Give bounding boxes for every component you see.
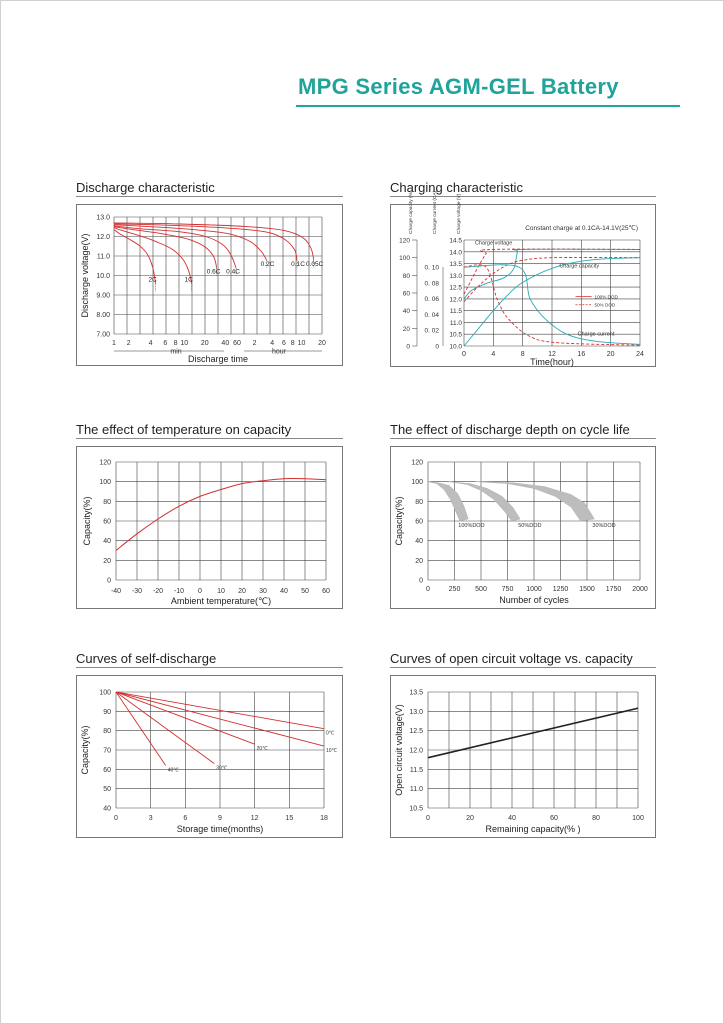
voltage-tick-label: 10.5 (449, 331, 462, 339)
cycle-label-100%DOD: 100%DOD (458, 522, 485, 529)
x-tick-label: 750 (501, 586, 514, 593)
x-tick-label: 60 (322, 588, 330, 595)
self-discharge-label: 0℃ (326, 730, 335, 737)
cycle-label-50%DOD: 50%DOD (518, 522, 542, 529)
voltage-tick-label: 11.0 (449, 319, 462, 327)
y-tick-label: 13.0 (409, 708, 423, 716)
x-tick-label: 250 (448, 586, 461, 593)
y-tick-label: 60 (415, 518, 423, 526)
y-tick-label: 11.0 (96, 253, 110, 261)
x-tick-label: 8 (173, 340, 178, 347)
x-tick-label: 100 (632, 815, 644, 822)
voltage-tick-label: 12.0 (449, 296, 462, 304)
x-tick-label: 60 (550, 815, 558, 822)
x-tick-label: 20 (238, 588, 246, 595)
x-tick-label: 0 (462, 351, 466, 358)
cycle-label-30%DOD: 30%DOD (592, 522, 616, 529)
y-tick-label: 11.5 (409, 766, 423, 774)
capacity-tick-label: 120 (399, 237, 410, 245)
x-tick-label: 40 (280, 588, 288, 595)
x-tick-label: -40 (110, 588, 122, 595)
cycle-life-title: The effect of discharge depth on cycle life (390, 422, 630, 437)
discharge-chart (76, 204, 343, 366)
y-tick-label: 12.0 (96, 234, 110, 241)
self-discharge-label: 20℃ (256, 746, 268, 753)
curve-label-2C: 2C (148, 276, 157, 284)
y-tick-label: 20 (415, 557, 423, 565)
charging-chart (390, 190, 656, 367)
x-tick-label: 16 (577, 351, 586, 358)
x-tick-label: 20 (318, 340, 326, 347)
x-tick-label: 4 (491, 351, 496, 358)
voltage-tick-label: 13.5 (449, 261, 462, 269)
current-tick-label: 0. 06 (424, 296, 439, 304)
voltage-tick-label: 13.0 (449, 272, 462, 280)
title-rule (296, 105, 680, 107)
x-tick-label: 8 (520, 351, 525, 358)
y-tick-label: 50 (103, 786, 111, 794)
min-label: min (170, 348, 182, 356)
y-tick-label: 10.0 (96, 273, 110, 280)
current-tick-label: 0. 02 (424, 327, 439, 335)
y-tick-label: 12.0 (409, 747, 423, 755)
current-tick-label: 0. 08 (424, 280, 439, 288)
x-tick-label: -20 (152, 588, 164, 595)
y-axis-title: Open circuit voltage(V) (394, 704, 404, 796)
y-tick-label: 10.5 (409, 805, 423, 813)
x-tick-label: 8 (290, 340, 295, 347)
y-tick-label: 40 (103, 538, 111, 546)
y-tick-label: 100 (99, 479, 111, 487)
x-tick-label: -30 (131, 588, 143, 595)
x-axis-title: Storage time(months) (176, 824, 264, 834)
cycle-life-rule (390, 438, 656, 439)
voltage-tick-label: 14.5 (449, 237, 462, 245)
y-tick-label: 40 (103, 805, 111, 813)
y-tick-label: 7.00 (96, 331, 110, 339)
axis-header: Charge voltage (V) (457, 193, 462, 234)
x-tick-label: 10 (297, 340, 306, 347)
x-tick-label: 0 (426, 815, 430, 822)
curve-label-0.1C: 0.1C (291, 260, 305, 268)
x-tick-label: 9 (218, 815, 222, 822)
temperature-chart (76, 446, 343, 609)
curve-label-1C: 1C (184, 276, 193, 284)
y-tick-label: 70 (103, 747, 111, 755)
self-discharge-rule (76, 667, 343, 668)
ocv-chart (390, 675, 656, 838)
y-tick-label: 0 (419, 577, 423, 585)
y-tick-label: 0 (107, 577, 111, 585)
x-tick-label: 20 (200, 340, 209, 347)
ocv-rule (390, 667, 656, 668)
x-tick-label: 24 (636, 351, 644, 358)
x-tick-label: 500 (475, 586, 487, 593)
x-tick-label: 40 (508, 815, 516, 822)
x-axis-title: Remaining capacity(% ) (485, 824, 581, 834)
curve-label-0.4C: 0.4C (226, 268, 240, 276)
y-tick-label: 80 (415, 498, 423, 506)
y-axis-title: Capacity(%) (82, 496, 92, 546)
y-tick-label: 120 (411, 459, 423, 467)
hour-label: hour (271, 348, 287, 356)
y-tick-label: 11.0 (409, 786, 423, 794)
x-tick-label: 1750 (605, 586, 622, 593)
x-tick-label: 6 (183, 815, 188, 822)
x-tick-label: 3 (148, 815, 153, 822)
discharge-rule (76, 196, 343, 197)
self-discharge-label: 30℃ (216, 765, 228, 772)
label-charge-voltage: Charge voltage (475, 240, 513, 247)
x-tick-label: 1000 (526, 586, 542, 593)
x-tick-label: 4 (148, 340, 153, 347)
current-tick-label: 0. 10 (424, 264, 439, 272)
self-discharge-label: 40℃ (167, 767, 179, 774)
capacity-tick-label: 20 (402, 325, 410, 333)
current-tick-label: 0. 04 (424, 311, 439, 319)
y-tick-label: 60 (103, 766, 111, 774)
y-tick-label: 13.5 (409, 689, 423, 697)
x-tick-label: 4 (270, 340, 275, 347)
y-tick-label: 100 (99, 689, 111, 697)
voltage-tick-label: 12.5 (449, 284, 462, 292)
voltage-tick-label: 11.5 (449, 308, 462, 316)
cycle-life-chart (390, 446, 656, 609)
x-tick-label: 1250 (552, 586, 569, 593)
label-charge-capacity: Charge capacity (559, 263, 600, 270)
chart-frame (77, 447, 343, 609)
y-tick-label: 60 (103, 518, 111, 526)
self-discharge-chart (76, 675, 343, 838)
x-tick-label: 18 (320, 815, 328, 822)
y-tick-label: 20 (103, 557, 111, 565)
voltage-tick-label: 10.0 (449, 343, 462, 351)
y-tick-label: 8.00 (96, 312, 110, 319)
x-axis-title: Number of cycles (499, 595, 569, 605)
temperature-rule (76, 438, 343, 439)
x-tick-label: 10 (217, 588, 225, 595)
x-tick-label: 20 (466, 815, 474, 822)
y-tick-label: 40 (415, 538, 423, 546)
x-tick-label: 1 (112, 340, 116, 347)
x-tick-label: 12 (250, 815, 259, 822)
x-tick-label: 80 (592, 815, 600, 822)
x-tick-label: 30 (259, 588, 267, 595)
legend-label-50: 50% DOD (594, 302, 616, 308)
y-axis-title: Discharge voltage(V) (80, 233, 90, 318)
capacity-tick-label: 0 (406, 343, 410, 351)
x-tick-label: 0 (198, 588, 202, 595)
x-tick-label: 15 (285, 815, 294, 822)
charging-rule (390, 196, 656, 197)
discharge-curve-0.05C (114, 223, 314, 260)
x-tick-label: 6 (163, 340, 168, 347)
x-tick-label: 1500 (579, 586, 595, 593)
x-tick-label: 50 (301, 588, 309, 595)
y-tick-label: 80 (103, 498, 111, 506)
x-tick-label: -10 (173, 588, 185, 595)
x-axis-title: Time(hour) (530, 357, 574, 367)
x-tick-label: 0 (426, 586, 430, 593)
charging-title: Charging characteristic (390, 180, 523, 195)
capacity-tick-label: 100 (399, 255, 410, 263)
x-tick-label: 10 (180, 340, 189, 347)
x-axis-title: Ambient temperature(℃) (170, 596, 272, 606)
y-tick-label: 13.0 (96, 214, 110, 222)
y-tick-label: 12.5 (409, 728, 423, 736)
voltage-tick-label: 14.0 (449, 249, 462, 257)
x-tick-label: 6 (281, 340, 286, 347)
x-tick-label: 20 (606, 351, 615, 358)
y-tick-label: 80 (103, 728, 111, 736)
x-tick-label: 0 (114, 815, 118, 822)
y-tick-label: 9.00 (96, 292, 110, 300)
charge-annotation: Constant charge at 0.1CA-14.1V(25℃) (525, 225, 638, 232)
temperature-title: The effect of temperature on capacity (76, 422, 292, 437)
curve-label-0.2C: 0.2C (260, 260, 275, 268)
axis-header: Charge capacity (%) (409, 190, 414, 234)
y-axis-title: Capacity(%) (80, 725, 90, 775)
x-tick-label: 12 (548, 351, 556, 358)
x-tick-label: 60 (233, 340, 241, 347)
curve-label-0.05C: 0.05C (306, 260, 324, 268)
chart-frame (77, 676, 343, 838)
curve-label-0.6C: 0.6C (206, 268, 221, 276)
self-discharge-title: Curves of self-discharge (76, 651, 217, 666)
current-tick-label: 0 (435, 343, 439, 351)
y-axis-title: Capacity(%) (394, 496, 404, 546)
legend-label-100: 100% DOD (594, 294, 618, 300)
self-discharge-label: 10℃ (326, 748, 338, 755)
self-discharge-line-30℃ (116, 692, 214, 764)
y-tick-label: 90 (103, 708, 111, 716)
capacity-tick-label: 80 (402, 272, 410, 280)
ocv-title: Curves of open circuit voltage vs. capacity (390, 651, 633, 666)
page-title: MPG Series AGM-GEL Battery (298, 74, 619, 99)
label-charge-current: Charge current (577, 331, 615, 338)
x-tick-label: 40 (221, 340, 230, 347)
x-tick-label: 2000 (632, 586, 648, 593)
axis-header: Charge current (CA) (433, 190, 438, 234)
discharge-title: Discharge characteristic (76, 180, 215, 195)
x-tick-label: 2 (126, 340, 131, 347)
capacity-tick-label: 60 (402, 290, 410, 298)
x-axis-title: Discharge time (187, 354, 249, 364)
y-tick-label: 120 (99, 459, 111, 467)
capacity-tick-label: 40 (402, 308, 410, 316)
x-tick-label: 2 (252, 340, 257, 347)
y-tick-label: 100 (411, 479, 423, 487)
